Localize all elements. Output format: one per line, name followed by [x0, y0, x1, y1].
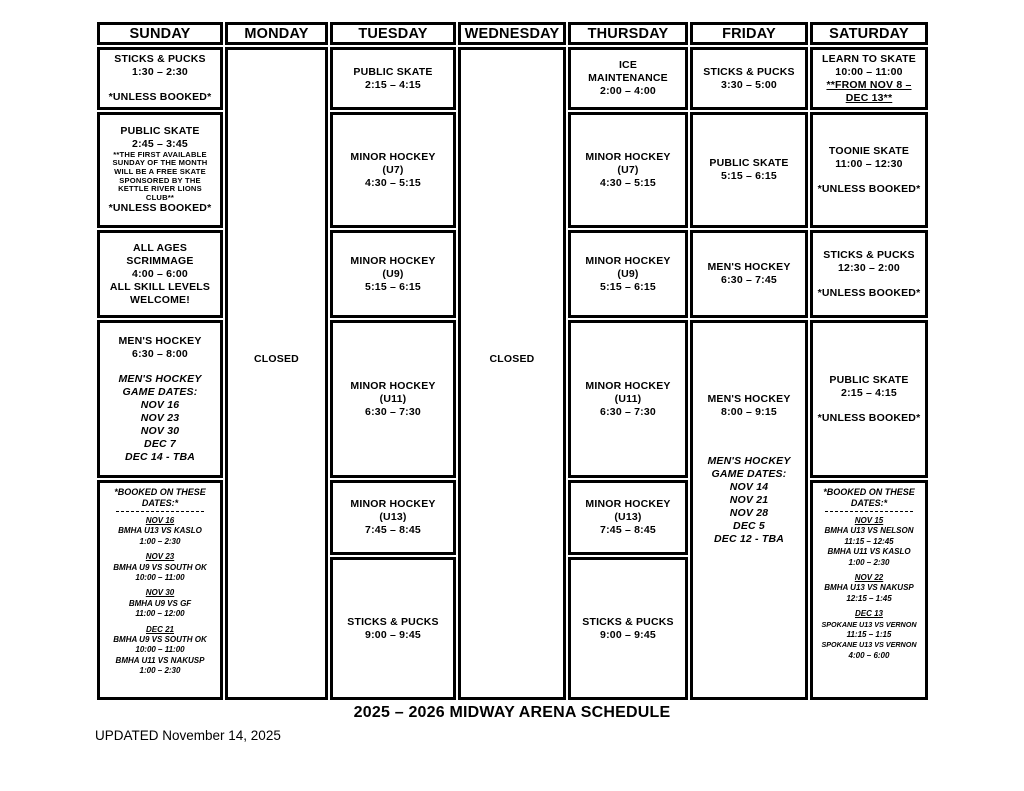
cell-line: SPOKANE U13 VS VERNON [821, 619, 917, 629]
cell-line: SUNDAY OF THE MONTH [112, 158, 208, 168]
schedule-cell [458, 47, 566, 700]
cell-line: 6:30 – 7:30 [600, 405, 656, 418]
schedule-cell [568, 47, 688, 110]
schedule-cell [97, 47, 223, 110]
schedule-cell [568, 320, 688, 478]
cell-line: BMHA U13 VS NAKUSP [824, 583, 914, 593]
cell-line: 5:15 – 6:15 [600, 280, 656, 293]
schedule-cell [690, 47, 808, 110]
cell-line: SPONSORED BY THE [119, 175, 201, 185]
schedule-cell [97, 480, 223, 700]
cell-line: NOV 23 [145, 552, 175, 562]
cell-line: NOV 21 [729, 494, 769, 506]
cell-line: 3:30 – 5:00 [721, 78, 777, 91]
cell-line: 8:00 – 9:15 [721, 406, 777, 418]
cell-line: 2:15 – 4:15 [841, 386, 897, 399]
cell-line: PUBLIC SKATE [120, 124, 200, 137]
column-tuesday [330, 22, 456, 700]
cell-line: (U13) [379, 511, 407, 523]
cell-line: PUBLIC SKATE [829, 373, 909, 386]
column-monday [225, 22, 328, 700]
cell-line: 4:30 – 5:15 [365, 176, 421, 189]
cell-line: (U9) [617, 267, 639, 280]
cell-line: 9:00 – 9:45 [600, 628, 656, 641]
cell-line: *UNLESS BOOKED* [817, 182, 921, 195]
dashed-divider [116, 511, 204, 512]
cell-line: (U9) [382, 267, 404, 280]
schedule-cell [330, 320, 456, 478]
column-saturday [810, 22, 928, 700]
cell-line: NOV 30 [145, 588, 175, 598]
schedule-cell [330, 112, 456, 228]
cell-line: 10:00 – 11:00 [135, 573, 185, 583]
cell-line: 9:00 – 9:45 [365, 628, 421, 641]
cell-line: 7:45 – 8:45 [365, 524, 421, 536]
schedule-cell [810, 480, 928, 700]
schedule-cell [568, 557, 688, 700]
cell-line: MINOR HOCKEY [585, 379, 671, 392]
cell-line: WILL BE A FREE SKATE [114, 166, 206, 176]
cell-line: MEN'S HOCKEY [707, 393, 791, 405]
cell-line: MAINTENANCE [588, 72, 668, 84]
cell-line: *UNLESS BOOKED* [817, 411, 921, 424]
page-title: 2025 – 2026 MIDWAY ARENA SCHEDULE [353, 704, 671, 721]
schedule-cell [225, 47, 328, 700]
cell-line: LEARN TO SKATE [822, 52, 916, 65]
day-header-saturday: SATURDAY [810, 22, 928, 45]
cell-line: *UNLESS BOOKED* [817, 286, 921, 299]
day-header-wednesday: WEDNESDAY [458, 22, 566, 45]
schedule-cell [810, 230, 928, 318]
cell-line: *UNLESS BOOKED* [108, 202, 212, 215]
cell-line: CLOSED [254, 353, 299, 365]
cell-line: NOV 14 [729, 481, 769, 493]
schedule-cell [810, 320, 928, 478]
cell-line: 5:15 – 6:15 [721, 170, 777, 182]
column-sunday [97, 22, 223, 700]
schedule-cell [810, 112, 928, 228]
cell-line: 4:30 – 5:15 [600, 176, 656, 189]
schedule-cell [568, 480, 688, 555]
cell-line: 5:15 – 6:15 [365, 280, 421, 293]
cell-line: BMHA U13 VS KASLO [118, 526, 202, 536]
cell-line: WELCOME! [130, 293, 190, 306]
cell-line: MEN'S HOCKEY [118, 372, 202, 385]
cell-line: MINOR HOCKEY [350, 379, 436, 392]
cell-line: NOV 16 [145, 516, 175, 525]
cell-line: MINOR HOCKEY [585, 498, 671, 510]
cell-line: 11:00 – 12:00 [135, 609, 185, 619]
schedule-table [97, 22, 928, 700]
cell-line: 4:00 – 6:00 [132, 267, 188, 280]
schedule-cell [97, 230, 223, 318]
cell-line: 11:00 – 12:30 [835, 157, 903, 170]
cell-line: BMHA U11 VS NAKUSP [115, 655, 205, 665]
cell-line: NOV 22 [854, 573, 884, 583]
cell-line: *BOOKED ON THESE DATES:* [823, 487, 915, 508]
cell-line: MEN'S HOCKEY [707, 455, 791, 467]
cell-line: BMHA U9 VS SOUTH OK [113, 635, 207, 645]
cell-line: (U7) [382, 163, 404, 176]
cell-line: (U7) [617, 163, 639, 176]
cell-line: DEC 13** [845, 91, 893, 104]
cell-line: 10:00 – 11:00 [135, 645, 185, 655]
cell-line: CLUB** [145, 192, 175, 202]
cell-line: DEC 12 - TBA [713, 533, 785, 545]
cell-line: (U13) [614, 511, 642, 523]
cell-line: STICKS & PUCKS [582, 615, 674, 628]
cell-line: MINOR HOCKEY [585, 254, 671, 267]
schedule-cell [568, 230, 688, 318]
cell-line: 4:00 – 6:00 [848, 650, 890, 660]
day-header-sunday: SUNDAY [97, 22, 223, 45]
cell-line: 2:45 – 3:45 [132, 137, 188, 150]
cell-line: BMHA U13 VS NELSON [824, 526, 914, 536]
cell-line: MEN'S HOCKEY [707, 261, 791, 273]
cell-line: MEN'S HOCKEY [118, 334, 202, 347]
day-header-thursday: THURSDAY [568, 22, 688, 45]
schedule-cell [810, 47, 928, 110]
cell-line: PUBLIC SKATE [709, 157, 789, 169]
cell-line: NOV 28 [729, 507, 769, 519]
cell-line: GAME DATES: [122, 385, 198, 398]
cell-line: 6:30 – 8:00 [132, 347, 188, 360]
schedule-cell [330, 47, 456, 110]
cell-line: CLOSED [489, 353, 535, 365]
cell-line: SCRIMMAGE [126, 254, 194, 267]
column-wednesday [458, 22, 566, 700]
cell-line: ALL AGES [132, 241, 188, 254]
cell-line: 7:45 – 8:45 [600, 524, 656, 536]
cell-line: 12:30 – 2:00 [838, 261, 900, 274]
cell-line: DEC 14 - TBA [124, 450, 196, 463]
schedule-cell [330, 230, 456, 318]
schedule-cell [690, 112, 808, 228]
cell-line: STICKS & PUCKS [823, 248, 915, 261]
column-friday [690, 22, 808, 700]
cell-line: NOV 15 [854, 516, 884, 525]
day-header-friday: FRIDAY [690, 22, 808, 45]
cell-line: BMHA U11 VS KASLO [827, 547, 911, 557]
cell-line: DEC 7 [144, 437, 176, 450]
column-thursday [568, 22, 688, 700]
updated-note: UPDATED November 14, 2025 [95, 728, 281, 743]
cell-line: 1:00 – 2:30 [139, 666, 181, 676]
cell-line: NOV 23 [140, 411, 180, 424]
cell-line: PUBLIC SKATE [353, 65, 433, 78]
schedule-cell [330, 557, 456, 700]
schedule-cell [690, 320, 808, 700]
cell-line: TOONIE SKATE [828, 144, 910, 157]
cell-line: STICKS & PUCKS [114, 53, 206, 65]
schedule-cell [330, 480, 456, 555]
cell-line: NOV 30 [140, 424, 180, 437]
cell-line: **FROM NOV 8 – [826, 78, 912, 91]
cell-line: 6:30 – 7:30 [365, 405, 421, 418]
schedule-cell [97, 320, 223, 478]
cell-line: STICKS & PUCKS [347, 615, 439, 628]
cell-line: ICE [618, 59, 638, 71]
cell-line: 12:15 – 1:45 [846, 593, 892, 603]
day-header-tuesday: TUESDAY [330, 22, 456, 45]
cell-line: 1:00 – 2:30 [848, 557, 890, 567]
schedule-cell [568, 112, 688, 228]
cell-line: 2:15 – 4:15 [365, 78, 421, 91]
cell-line: 1:30 – 2:30 [132, 66, 188, 78]
cell-line: MINOR HOCKEY [350, 254, 436, 267]
cell-line: BMHA U9 VS GF [128, 598, 192, 608]
schedule-cell [97, 112, 223, 228]
cell-line: DEC 13 [854, 609, 883, 619]
cell-line: MINOR HOCKEY [350, 150, 436, 163]
cell-line: GAME DATES: [711, 468, 787, 480]
cell-line: NOV 16 [140, 398, 180, 411]
cell-line: *UNLESS BOOKED* [108, 91, 212, 103]
day-header-monday: MONDAY [225, 22, 328, 45]
cell-line: 6:30 – 7:45 [721, 274, 777, 286]
cell-line: KETTLE RIVER LIONS [118, 184, 202, 194]
cell-line: STICKS & PUCKS [703, 65, 795, 78]
cell-line: DEC 5 [733, 520, 765, 532]
cell-line: SPOKANE U13 VS VERNON [821, 640, 917, 650]
cell-line: **THE FIRST AVAILABLE [113, 149, 207, 159]
cell-line: DEC 21 [145, 624, 174, 634]
cell-line: BMHA U9 VS SOUTH OK [113, 562, 207, 572]
schedule-cell [690, 230, 808, 318]
cell-line: 1:00 – 2:30 [139, 536, 181, 546]
cell-line: MINOR HOCKEY [350, 498, 436, 510]
cell-line: *BOOKED ON THESE DATES:* [114, 487, 206, 508]
cell-line: MINOR HOCKEY [585, 150, 671, 163]
cell-line: 11:15 – 1:15 [846, 630, 892, 640]
cell-line: ALL SKILL LEVELS [109, 280, 211, 293]
cell-line: (U11) [379, 392, 407, 405]
cell-line: (U11) [614, 392, 642, 405]
cell-line: 2:00 – 4:00 [600, 85, 656, 97]
dashed-divider [825, 511, 913, 512]
cell-line: 10:00 – 11:00 [835, 65, 903, 78]
cell-line: 11:15 – 12:45 [844, 536, 894, 546]
